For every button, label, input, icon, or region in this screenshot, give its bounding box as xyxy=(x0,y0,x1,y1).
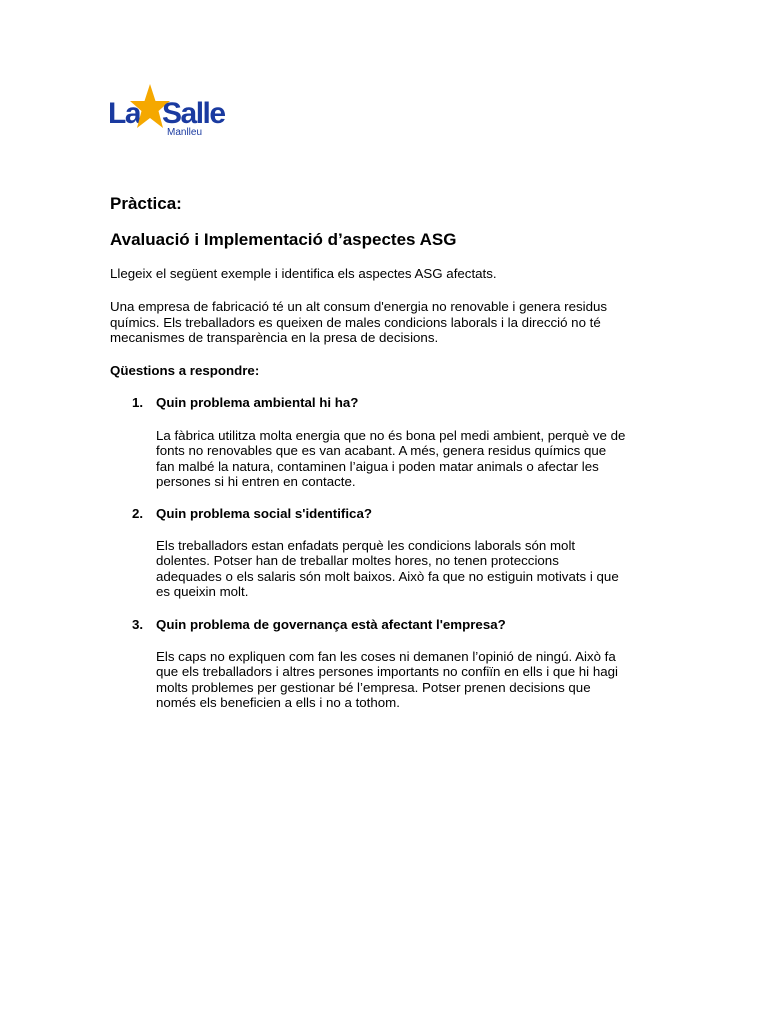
case-line: mecanismes de transparència en la presa de decisions. xyxy=(110,330,439,345)
intro-text: Llegeix el següent exemple i identifica els aspectes ASG afectats. xyxy=(110,266,497,281)
answer-line: persones si hi entren en contacte. xyxy=(156,473,356,489)
answer-line: només els beneficien a ells i no a tothom. xyxy=(156,694,400,710)
questions-heading: Qüestions a respondre: xyxy=(110,363,260,378)
logo-text-salle: Salle xyxy=(162,97,225,130)
question-text: Quin problema social s'identifica? xyxy=(156,506,372,521)
case-line: Una empresa de fabricació té un alt consum d'energia no renovable i genera residus xyxy=(110,299,608,314)
question-number: 3. xyxy=(132,617,144,632)
question-text: Quin problema ambiental hi ha? xyxy=(156,395,359,410)
answer-line: fan malbé la natura, contaminen l’aigua i poden matar animals o afectar les xyxy=(156,458,599,474)
answer-line: La fàbrica utilitza molta energia que no és bona pel medi ambient, perquè ve de xyxy=(156,428,626,443)
answer-line: molts problemes per gestionar bé l’empresa. Potser prenen decisions que xyxy=(156,679,591,695)
answer-line: Els treballadors estan enfadats perquè les condicions laborals són molt xyxy=(156,538,576,553)
answer-line: dolentes. Potser han de treballar moltes hores, no tenen proteccions xyxy=(156,553,559,569)
question-text: Quin problema de governança està afectant l'empresa? xyxy=(156,617,506,632)
logo-text-la: La xyxy=(108,97,141,130)
answer-line: adequades o els salaris són molt baixos. Això fa que no estiguin motivats i que xyxy=(156,568,619,584)
case-line: químics. Els treballadors es queixen de males condicions laborals i la direcció no té xyxy=(110,314,601,330)
answer-line: Els caps no expliquen com fan les coses ni demanen l’opinió de ningú. Això fa xyxy=(156,649,616,664)
practice-heading: Pràctica: xyxy=(110,194,182,213)
answer-line: es queixin molt. xyxy=(156,583,249,599)
logo-subtitle: Manlleu xyxy=(167,127,203,138)
la-salle-logo xyxy=(108,84,238,140)
document-title: Avaluació i Implementació d’aspectes ASG xyxy=(110,230,457,249)
answer-line: que els treballadors i altres persones importants no confiïn en ells i que hi hagi xyxy=(156,664,618,680)
answer-line: fonts no renovables que es van acabant. A més, genera residus químics que xyxy=(156,443,607,459)
question-number: 2. xyxy=(132,506,144,521)
question-number: 1. xyxy=(132,395,144,410)
